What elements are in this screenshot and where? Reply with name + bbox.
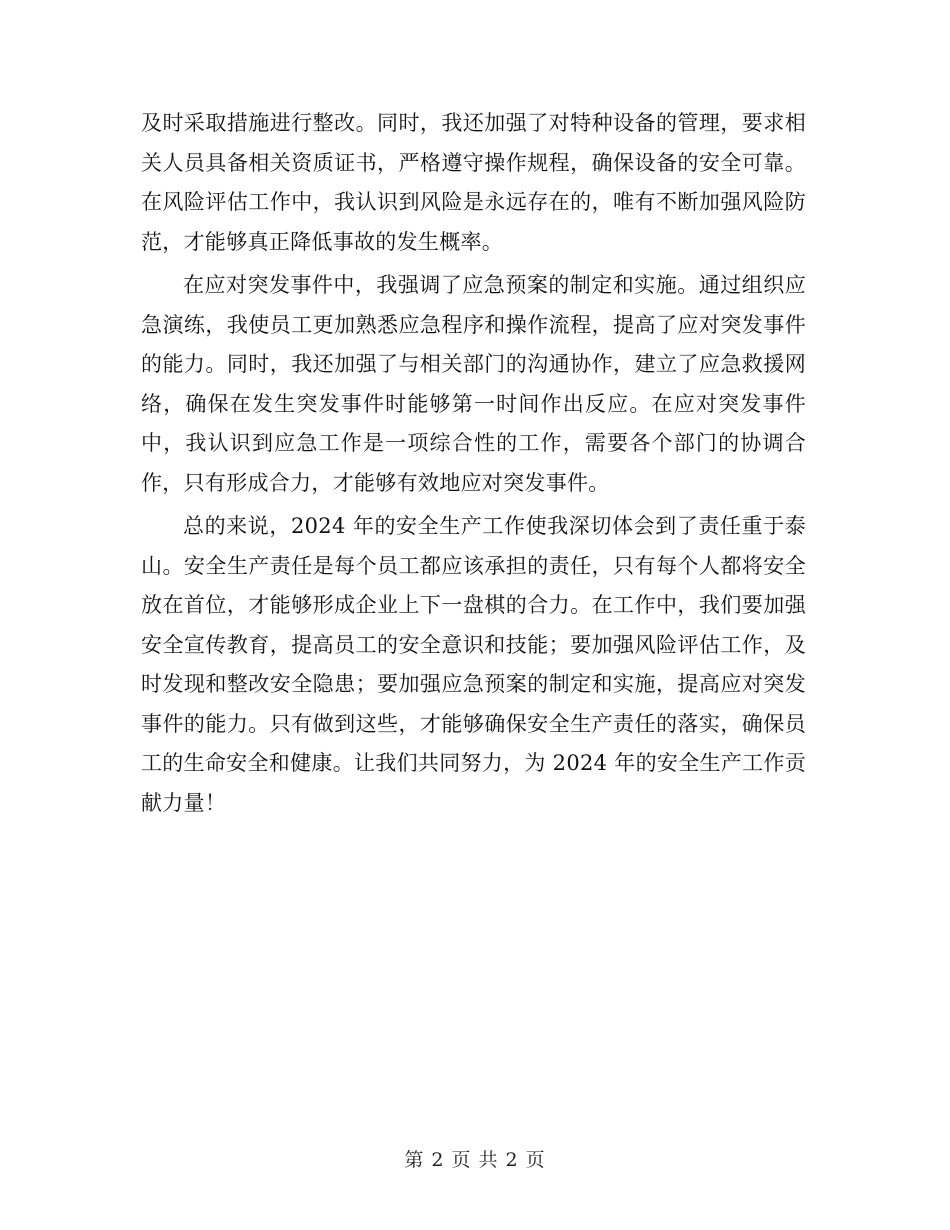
paragraph-1: 及时采取措施进行整改。同时，我还加强了对特种设备的管理，要求相关人员具备相关资质证书，严格遵守操作规程，确保设备的安全可靠。在风险评估工作中，我认识到风险是永远存在的，唯有不断加强风险防范，才能够真正降低事故的发生概率。 [141, 111, 806, 254]
paragraph-2: 在应对突发事件中，我强调了应急预案的制定和实施。通过组织应急演练，我使员工更加熟悉应急程序和操作流程，提高了应对突发事件的能力。同时，我还加强了与相关部门的沟通协作，建立了应急救援网络，确保在发生突发事件时能够第一时间作出反应。在应对突发事件中，我认识到应急工作是一项综合性的工作，需要各个部门的协调合作，只有形成合力，才能够有效地应对突发事件。 [141, 273, 806, 495]
paragraph-3: 总的来说，2024 年的安全生产工作使我深切体会到了责任重于泰山。安全生产责任是每个员工都应该承担的责任，只有每个人都将安全放在首位，才能够形成企业上下一盘棋的合力。在工作中，我们要加强安全宣传教育，提高员工的安全意识和技能；要加强风险评估工作，及时发现和整改安全隐患；要加强应急预案的制定和实施，提高应对突发事件的能力。只有做到这些，才能够确保安全生产责任的落实，确保员工的生命安全和健康。让我们共同努力，为 2024 年的安全生产工作贡献力量！ [141, 514, 806, 815]
document-body [141, 104, 806, 827]
page-footer: 第 2 页 共 2 页 [404, 1149, 546, 1171]
